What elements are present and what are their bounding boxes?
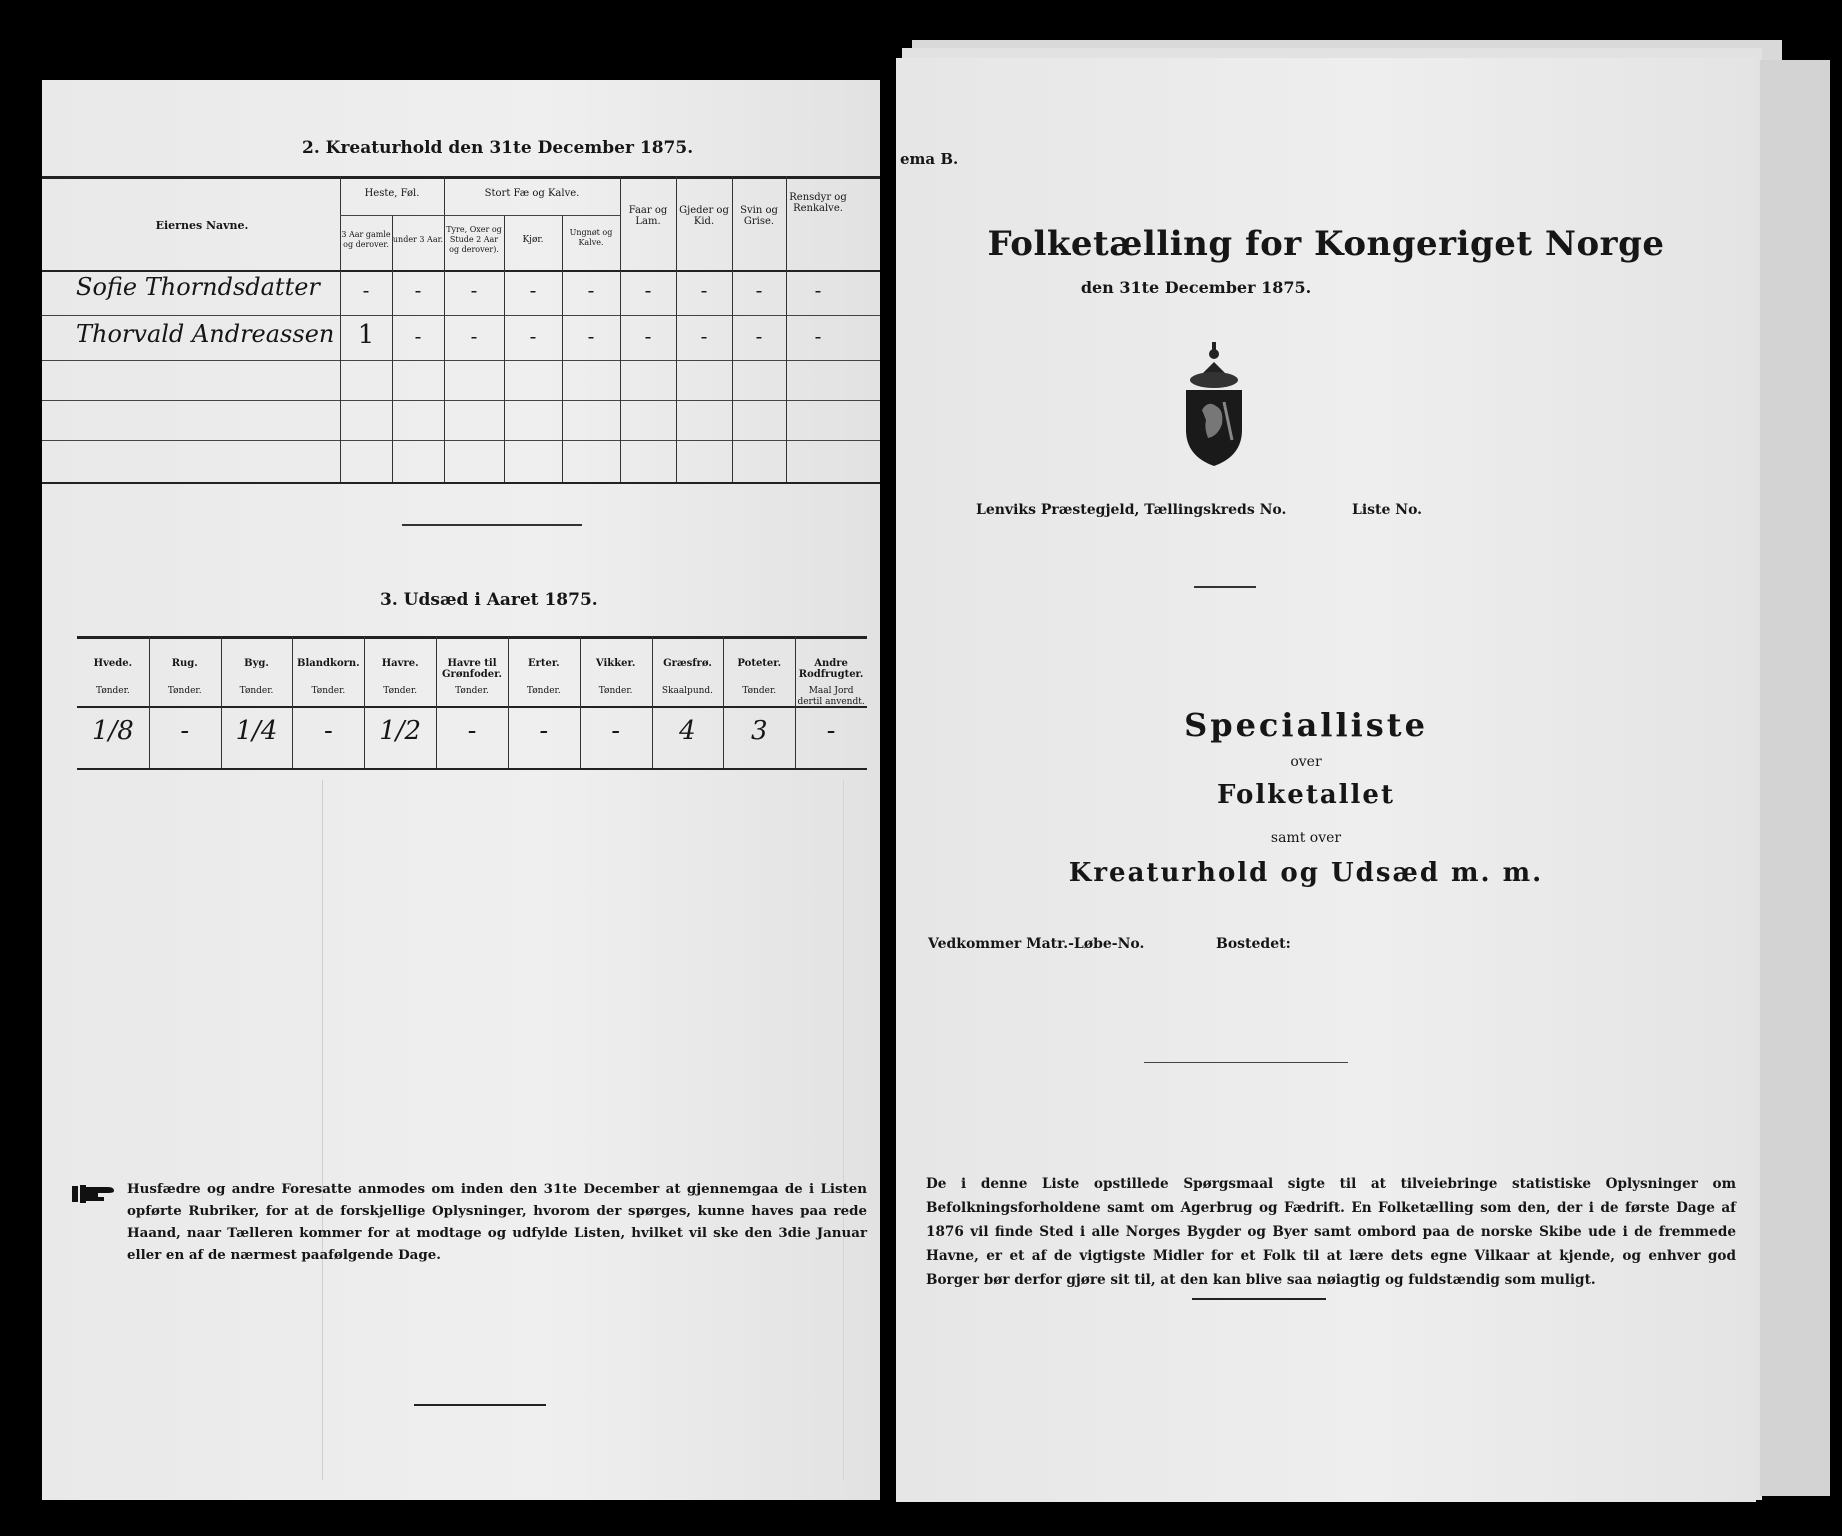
section3-title: 3. Udsæd i Aaret 1875.: [380, 590, 598, 610]
udsaed-col-header: Andre Rodfrugter.: [798, 658, 864, 680]
table-cell: -: [362, 278, 370, 302]
udsaed-col-divider: [436, 636, 437, 768]
col-stort-b: Kjør.: [522, 235, 544, 245]
col-faar: Faar og Lam.: [628, 205, 668, 227]
udsaed-value: 1/2: [379, 716, 422, 746]
over-text: over: [1290, 754, 1322, 770]
udsaed-bottom-rule: [77, 768, 867, 770]
udsaed-col-header: Byg.: [244, 658, 269, 669]
udsaed-top-rule: [77, 636, 867, 639]
udsaed-value: -: [539, 716, 549, 746]
udsaed-col-divider: [723, 636, 724, 768]
col-stort-a: Tyre, Oxer og Stude 2 Aar og derover).: [446, 225, 502, 254]
table-cell: -: [700, 324, 708, 348]
schema-label: ema B.: [900, 150, 959, 168]
table-cell: -: [755, 278, 763, 302]
footer-text: De i denne Liste opstillede Spørgsmaal sigte til at tilveiebringe statistiske Oplysninger om Befolkningsforholdene samt om Agerbrug og Fædrift. En Folketælling som den, der i de første Dage af 1876 vil finde Sted i alle Norges Bygder og Byer samt ombord paa de norske Skibe ude i de fremmede Havne, er et af de vigtigste Midler for et Folk til at lære dets egne Vilkaar at kjende, og enhver god Borger bør derfor gjøre sit til, at den kan blive saa nøiagtig og fuldstændig som muligt.: [926, 1176, 1736, 1288]
table-row-rule: [42, 440, 880, 441]
folketallet-title: Folketallet: [1217, 780, 1395, 810]
col-heste-a: 3 Aar gamle og derover.: [341, 230, 391, 249]
date-line: den 31te December 1875.: [1080, 278, 1312, 297]
subheader-rule: [340, 215, 620, 216]
udsaed-col-unit: Tønder.: [455, 686, 489, 696]
udsaed-col-divider: [580, 636, 581, 768]
udsaed-col-unit: Maal Jord dertil anvendt.: [797, 686, 865, 707]
liste-no: Liste No.: [1352, 502, 1423, 518]
col-stort: Stort Fæ og Kalve.: [484, 188, 580, 199]
names-header: Eiernes Navne.: [155, 219, 249, 232]
table-cell: -: [470, 324, 478, 348]
pointing-hand-icon: [72, 1183, 116, 1205]
udsaed-col-unit: Tønder.: [598, 686, 633, 696]
udsaed-col-divider: [508, 636, 509, 768]
table-cell: -: [814, 324, 822, 348]
col-svin: Svin og Grise.: [740, 205, 778, 227]
table-cell: -: [414, 324, 422, 348]
udsaed-col-unit: Tønder.: [311, 686, 346, 696]
udsaed-value: 3: [750, 716, 768, 746]
separator-rule: [1194, 586, 1256, 588]
udsaed-value: -: [467, 716, 477, 746]
table-row-name: Thorvald Andreassen: [76, 320, 335, 348]
udsaed-value: 1/4: [235, 716, 278, 746]
col-divider: [562, 215, 563, 482]
samt-over-text: samt over: [1270, 830, 1342, 846]
udsaed-header-rule: [77, 706, 867, 708]
table-row-rule: [42, 400, 880, 401]
table-cell: 1: [357, 320, 375, 350]
table-top-rule: [42, 176, 880, 179]
udsaed-col-header: Havre.: [381, 658, 419, 669]
right-page: [896, 58, 1756, 1502]
separator-rule: [402, 524, 582, 526]
udsaed-col-unit: Tønder.: [383, 686, 418, 696]
udsaed-col-unit: Tønder.: [96, 686, 130, 696]
parish-line: Lenviks Præstegjeld, Tællingskreds No.: [976, 502, 1287, 518]
udsaed-col-header: Poteter.: [737, 658, 782, 669]
table-cell: -: [644, 278, 652, 302]
table-cell: -: [414, 278, 422, 302]
table-cell: -: [755, 324, 763, 348]
udsaed-value: -: [826, 716, 836, 746]
udsaed-value: 4: [679, 716, 696, 746]
udsaed-col-divider: [292, 636, 293, 768]
udsaed-col-unit: Tønder.: [526, 686, 561, 696]
col-stort-c: Ungnøt og Kalve.: [569, 228, 613, 247]
paper-fold: [322, 780, 844, 1480]
col-heste-b: under 3 Aar.: [392, 235, 444, 244]
udsaed-col-divider: [149, 636, 150, 768]
udsaed-col-header: Blandkorn.: [297, 658, 360, 669]
left-page: [42, 80, 880, 1500]
udsaed-col-header: Græsfrø.: [663, 658, 712, 669]
udsaed-col-unit: Tønder.: [742, 686, 777, 696]
table-row-name: Sofie Thorndsdatter: [76, 273, 320, 301]
specialliste-title: Specialliste: [1184, 706, 1428, 744]
norway-coat-of-arms-icon: [1178, 340, 1250, 470]
udsaed-col-header: Vikker.: [595, 658, 636, 669]
col-divider: [392, 215, 393, 482]
table-cell: -: [644, 324, 652, 348]
table-cell: -: [529, 278, 537, 302]
closing-rule: [414, 1404, 546, 1406]
udsaed-col-unit: Tønder.: [167, 686, 202, 696]
udsaed-value: -: [611, 716, 621, 746]
bostedet-label: Bostedet:: [1216, 936, 1291, 952]
table-row-rule: [42, 360, 880, 361]
udsaed-value: -: [323, 716, 333, 746]
main-title: Folketælling for Kongeriget Norge: [987, 224, 1665, 264]
table-header-rule: [42, 270, 880, 272]
udsaed-col-divider: [364, 636, 365, 768]
udsaed-col-header: Rug.: [171, 658, 198, 669]
col-gjeder: Gjeder og Kid.: [679, 205, 729, 227]
udsaed-col-header: Havre til Grønfoder.: [442, 658, 502, 680]
table-cell: -: [700, 278, 708, 302]
col-rensdyr: Rensdyr og Renkalve.: [789, 192, 847, 214]
table-cell: -: [814, 278, 822, 302]
closing-rule: [1192, 1298, 1326, 1300]
table-cell: -: [587, 278, 595, 302]
notice-text: Husfædre og andre Foresatte anmodes om inden den 31te December at gjennemgaa de i Listen opførte Rubriker, for at de forskjellige Oplysninger, hvorom der spørges, kunne haves paa rede Haand, naar Tælleren kommer for at modtage og udfylde Listen, hvilket vil ske den 3die Januar eller en af de nærmest paafølgende Dage.: [127, 1181, 867, 1263]
udsaed-col-header: Hvede.: [93, 658, 133, 669]
table-bottom-rule: [42, 482, 880, 484]
table-cell: -: [529, 324, 537, 348]
udsaed-col-divider: [221, 636, 222, 768]
table-cell: -: [587, 324, 595, 348]
table-row-rule: [42, 315, 880, 316]
col-heste: Heste, Føl.: [364, 188, 420, 199]
signature-rule: [1144, 1062, 1348, 1063]
udsaed-col-unit: Skaalpund.: [661, 686, 714, 696]
col-divider: [504, 215, 505, 482]
udsaed-col-unit: Tønder.: [239, 686, 274, 696]
table-cell: -: [470, 278, 478, 302]
udsaed-value: 1/8: [91, 716, 134, 746]
section2-title: 2. Kreaturhold den 31te December 1875.: [302, 138, 694, 158]
page-edge-strip: [1760, 60, 1830, 1496]
kreaturhold-title: Kreaturhold og Udsæd m. m.: [1068, 858, 1544, 888]
udsaed-col-divider: [652, 636, 653, 768]
vedkommer-line: Vedkommer Matr.-Løbe-No.: [928, 936, 1145, 952]
udsaed-col-header: Erter.: [527, 658, 560, 669]
udsaed-value: -: [180, 716, 190, 746]
